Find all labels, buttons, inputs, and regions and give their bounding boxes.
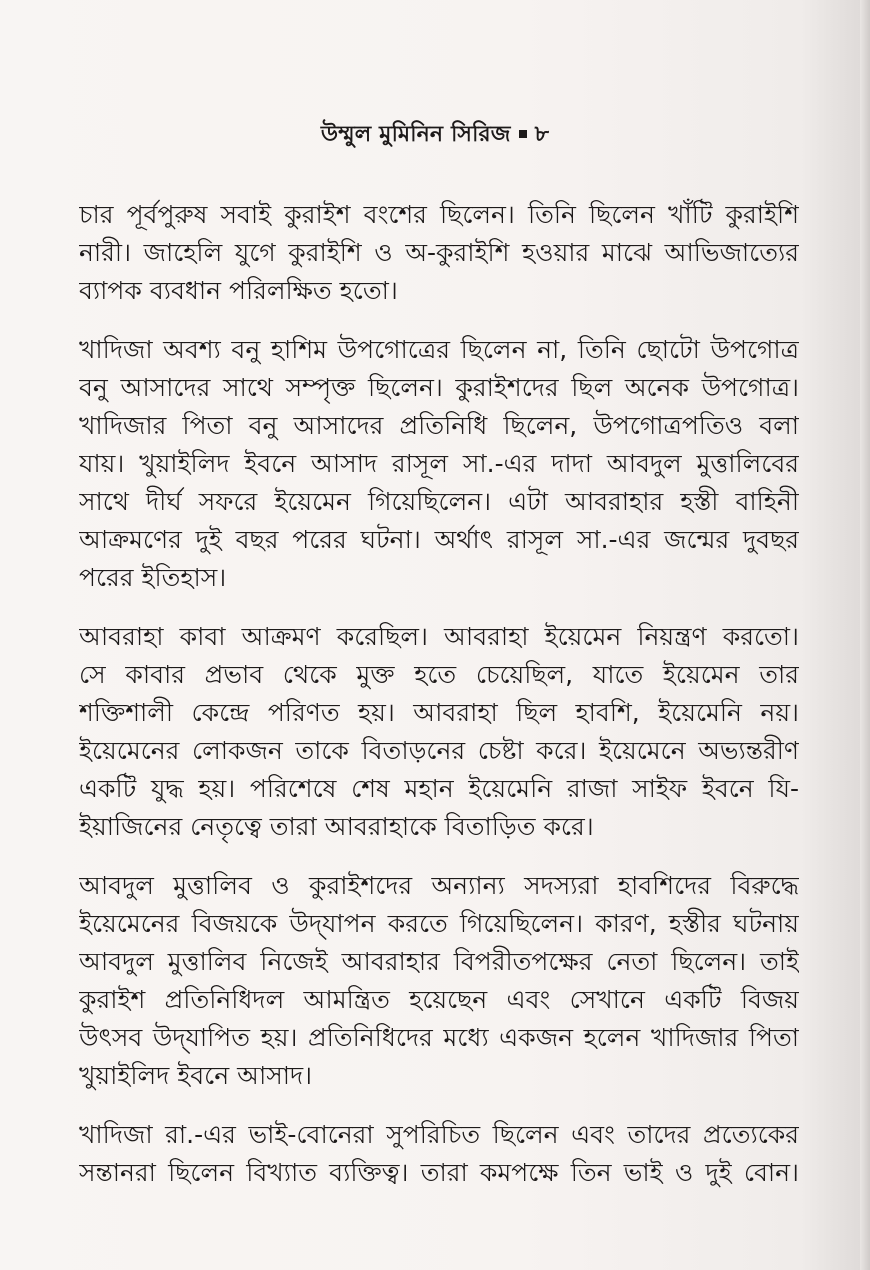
text-line: সাথে দীর্ঘ সফরে ইয়েমেন গিয়েছিলেন। এটা আবরাহার হস্তী বাহিনী xyxy=(79,487,799,516)
text-line: ইয়েমেনের লোকজন তাকে বিতাড়নের চেষ্টা করে। ইয়েমেনে অভ্যন্তরীণ xyxy=(79,736,799,765)
running-header xyxy=(0,117,870,154)
paragraph-5 xyxy=(79,1116,799,1192)
text-line: ইয়াজিনের নেতৃত্বে তারা আবরাহাকে বিতাড়িত করে। xyxy=(79,812,594,841)
body-text xyxy=(79,196,799,1213)
text-line: খুয়াইলিদ ইবনে আসাদ। xyxy=(79,1061,313,1090)
text-line: চার পূর্বপুরুষ সবাই কুরাইশ বংশের ছিলেন। তিনি ছিলেন খাঁটি কুরাইশি xyxy=(79,200,799,229)
text-line: খাদিজার পিতা বনু আসাদের প্রতিনিধি ছিলেন, উপগোত্রপতিও বলা xyxy=(79,411,799,440)
paragraph-4 xyxy=(79,867,799,1095)
separator-square xyxy=(519,130,527,138)
text-line: উৎসব উদ্‌যাপিত হয়। প্রতিনিধিদের মধ্যে একজন হলেন খাদিজার পিতা xyxy=(79,1023,799,1052)
text-line: খাদিজা অবশ্য বনু হাশিম উপগোত্রের ছিলেন না, তিনি ছোটো উপগোত্র xyxy=(79,335,799,364)
text-line: ব্যাপক ব্যবধান পরিলক্ষিত হতো। xyxy=(79,276,398,305)
text-line: বনু আসাদের সাথে সম্পৃক্ত ছিলেন। কুরাইশদের ছিল অনেক উপগোত্র। xyxy=(79,373,799,402)
page-number: ৮ xyxy=(534,122,550,147)
text-line: ইয়েমেনের বিজয়কে উদ্‌যাপন করতে গিয়েছিলেন। কারণ, হস্তীর ঘটনায় xyxy=(79,909,799,938)
text-line: নারী। জাহেলি যুগে কুরাইশি ও অ-কুরাইশি হওয়ার মাঝে আভিজাত্যের xyxy=(79,238,799,267)
text-line: সন্তানরা ছিলেন বিখ্যাত ব্যক্তিত্ব। তারা কমপক্ষে তিন ভাই ও দুই বোন। xyxy=(79,1158,799,1187)
paragraph-3 xyxy=(79,618,799,846)
text-line: শক্তিশালী কেন্দ্রে পরিণত হয়। আবরাহা ছিল হাবশি, ইয়েমেনি নয়। xyxy=(79,698,799,727)
text-line: পরের ইতিহাস। xyxy=(79,563,227,592)
text-line: আবদুল মুত্তালিব নিজেই আবরাহার বিপরীতপক্ষের নেতা ছিলেন। তাই xyxy=(79,947,799,976)
text-line: কুরাইশ প্রতিনিধিদল আমন্ত্রিত হয়েছেন এবং সেখানে একটি বিজয় xyxy=(79,985,799,1014)
paragraph-2 xyxy=(79,331,799,597)
text-line: আবরাহা কাবা আক্রমণ করেছিল। আবরাহা ইয়েমেন নিয়ন্ত্রণ করতো। xyxy=(79,622,799,651)
text-line: আক্রমণের দুই বছর পরের ঘটনা। অর্থাৎ রাসূল সা.-এর জন্মের দুবছর xyxy=(79,525,799,554)
paragraph-1 xyxy=(79,196,799,310)
page-edge-shadow xyxy=(860,0,870,1270)
text-line: খাদিজা রা.-এর ভাই-বোনেরা সুপরিচিত ছিলেন এবং তাদের প্রত্যেকের xyxy=(79,1120,799,1149)
series-title: উম্মুল মুমিনিন সিরিজ xyxy=(320,122,511,147)
text-line: একটি যুদ্ধ হয়। পরিশেষে শেষ মহান ইয়েমেনি রাজা সাইফ ইবনে যি- xyxy=(79,774,799,803)
text-line: সে কাবার প্রভাব থেকে মুক্ত হতে চেয়েছিল, যাতে ইয়েমেন তার xyxy=(79,660,799,689)
text-line: যায়। খুয়াইলিদ ইবনে আসাদ রাসূল সা.-এর দাদা আবদুল মুত্তালিবের xyxy=(79,449,799,478)
text-line: আবদুল মুত্তালিব ও কুরাইশদের অন্যান্য সদস্যরা হাবশিদের বিরুদ্ধে xyxy=(79,871,799,900)
